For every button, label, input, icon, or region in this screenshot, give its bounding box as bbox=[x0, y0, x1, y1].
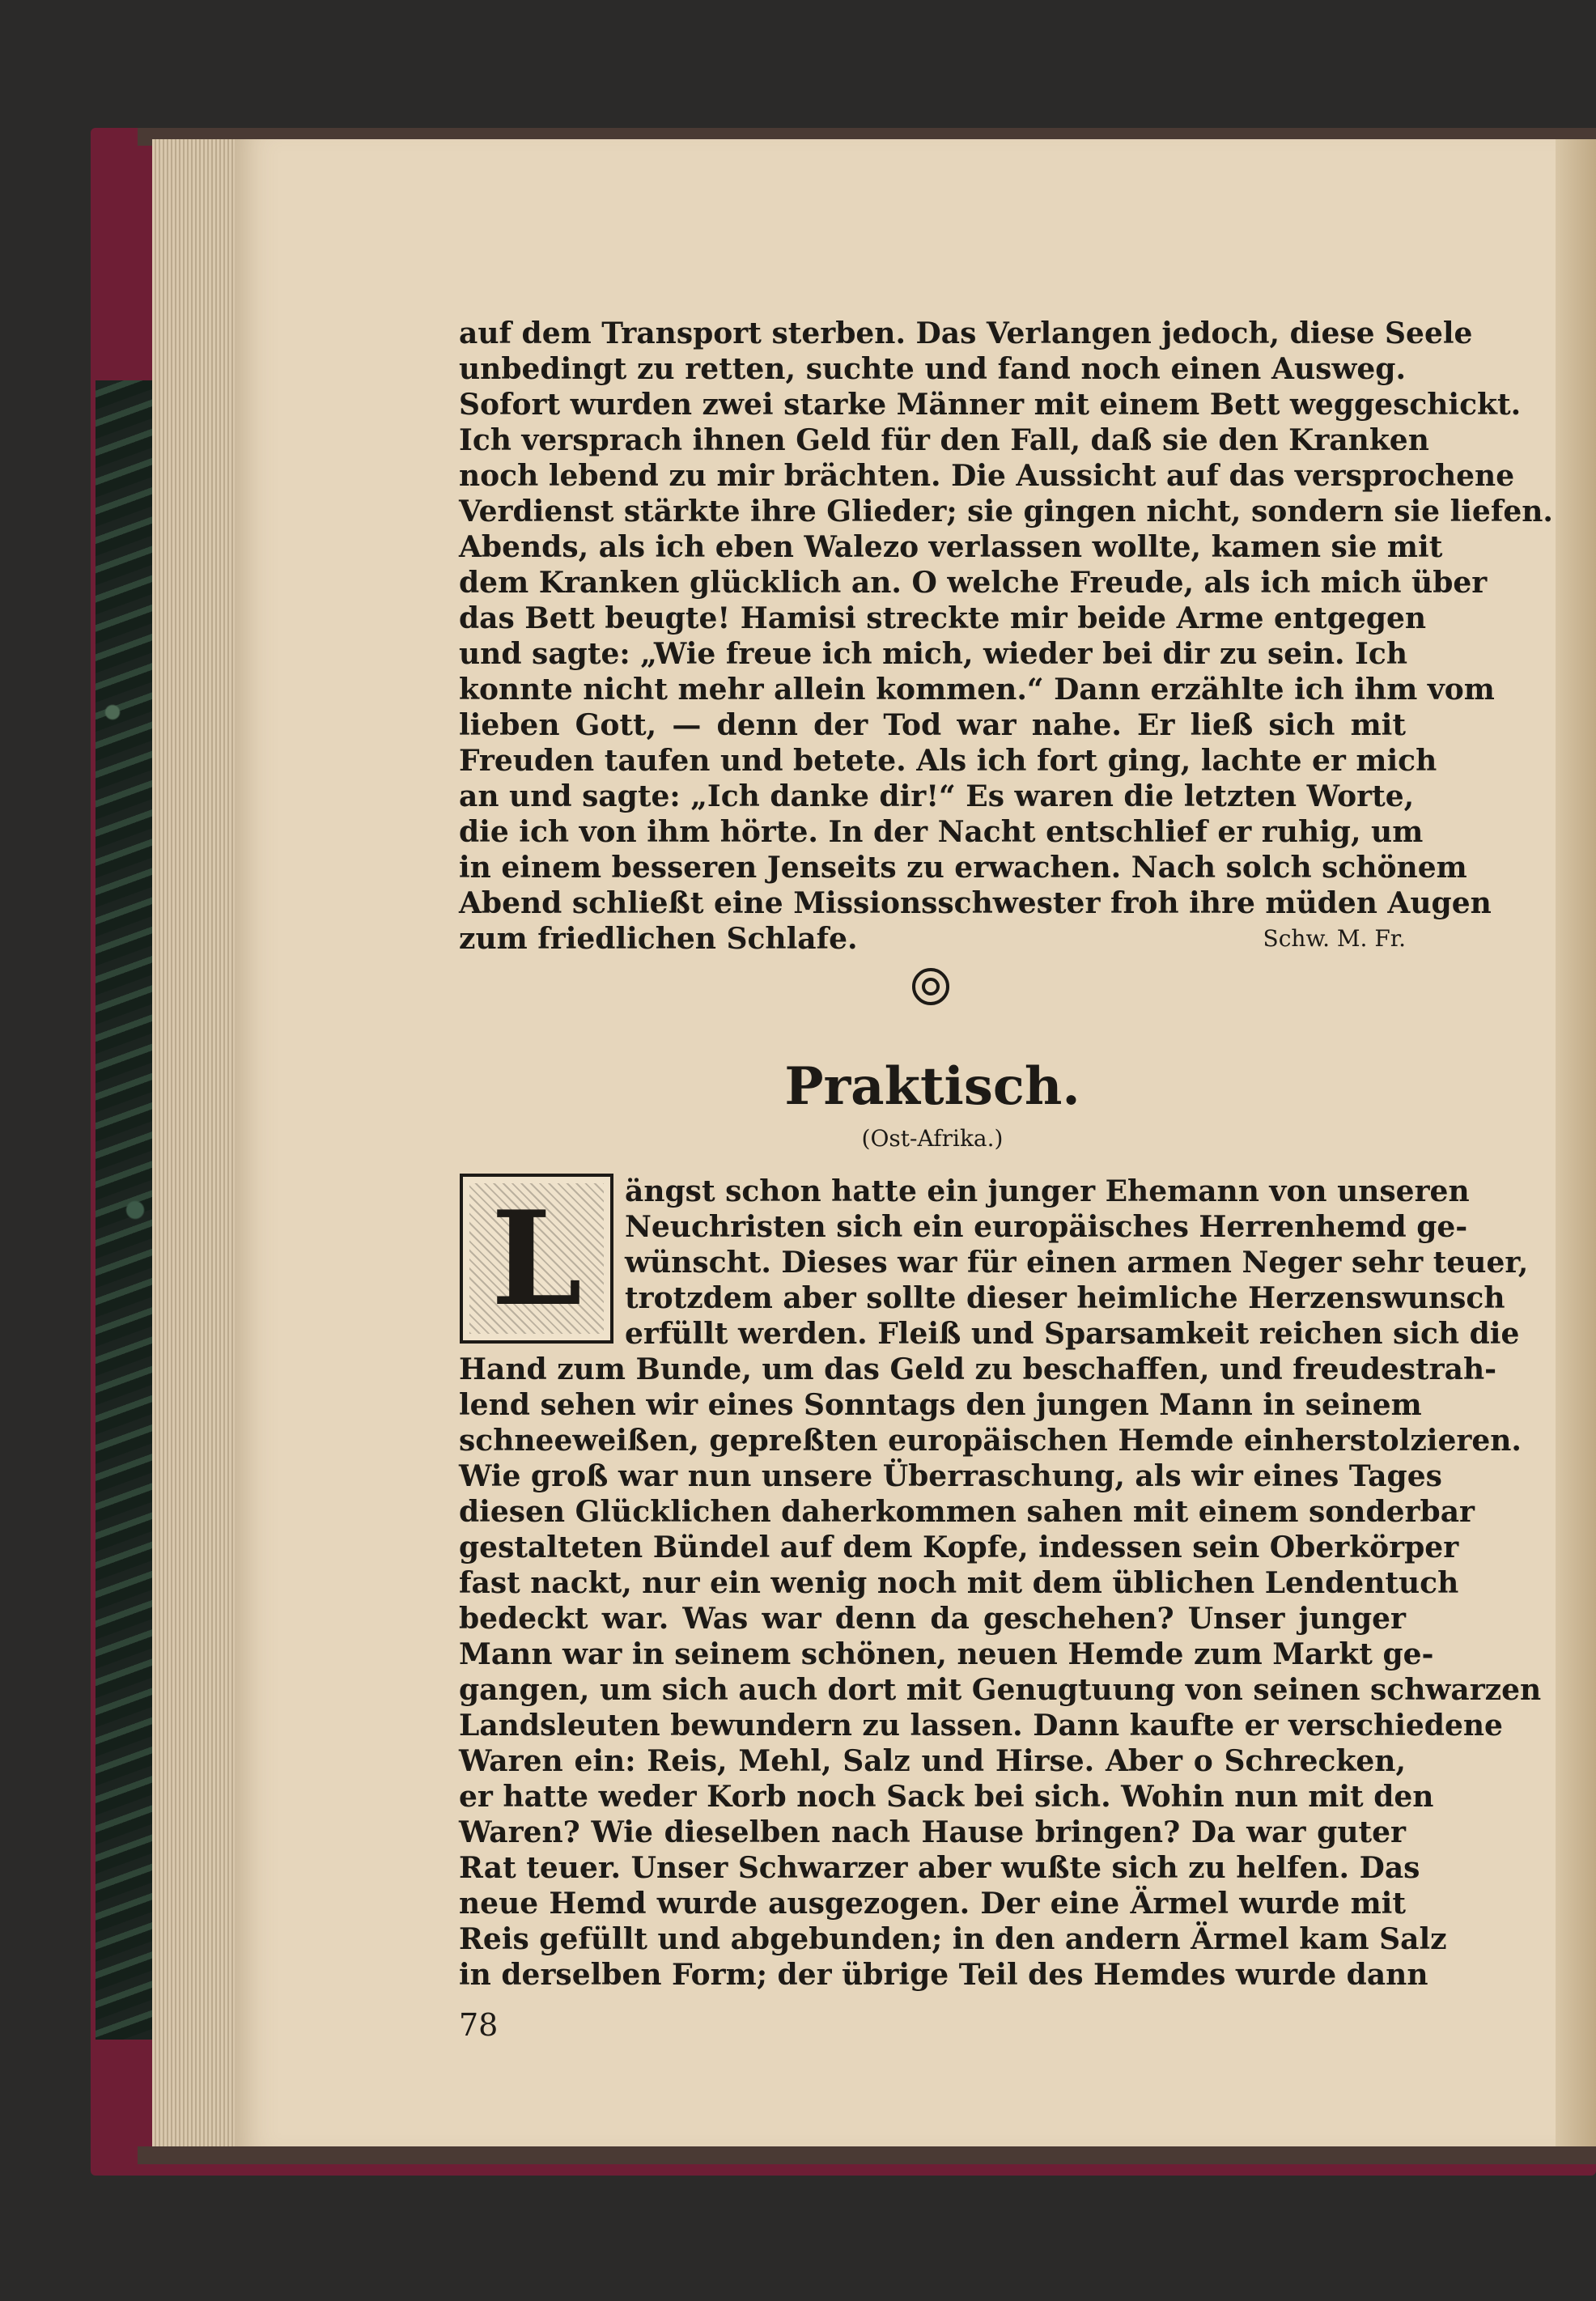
text-line: Neuchristen sich ein europäisches Herrenhemd ge- bbox=[625, 1210, 1468, 1244]
text-line: lend sehen wir eines Sonntags den jungen Mann in seinem bbox=[459, 1388, 1422, 1422]
ornament-icon bbox=[912, 968, 949, 1005]
text-line: die ich von ihm hörte. In der Nacht entschlief er ruhig, um bbox=[459, 815, 1424, 849]
text-line: unbedingt zu retten, suchte und fand noch einen Ausweg. bbox=[459, 352, 1406, 386]
text-line: Sofort wurden zwei starke Männer mit einem Bett weggeschickt. bbox=[459, 388, 1522, 422]
text-line: lieben Gott, — denn der Tod war nahe. Er ließ sich mit bbox=[459, 708, 1406, 742]
text-line: gestalteten Bündel auf dem Kopfe, indessen sein Oberkörper bbox=[459, 1530, 1459, 1564]
text-line: fast nackt, nur ein wenig noch mit dem üblichen Lendentuch bbox=[459, 1566, 1459, 1600]
text-line: Waren ein: Reis, Mehl, Salz und Hirse. Aber o Schrecken, bbox=[459, 1744, 1406, 1778]
text-line: das Bett beugte! Hamisi streckte mir beide Arme entgegen bbox=[459, 601, 1427, 635]
text-line: in einem besseren Jenseits zu erwachen. Nach solch schönem bbox=[459, 851, 1467, 885]
text-line: an und sagte: „Ich danke dir!“ Es waren die letzten Worte, bbox=[459, 779, 1415, 813]
text-line: zum friedlichen Schlafe. bbox=[459, 922, 858, 956]
paragraph-main bbox=[459, 1352, 1542, 1993]
paragraph-continued bbox=[459, 316, 1553, 957]
text-line: ängst schon hatte ein junger Ehemann von unseren bbox=[625, 1174, 1470, 1208]
text-line: Waren? Wie dieselben nach Hause bringen? Da war guter bbox=[459, 1815, 1406, 1849]
text-line: Ich versprach ihnen Geld für den Fall, daß sie den Kranken bbox=[459, 423, 1429, 457]
text-line: diesen Glücklichen daherkommen sahen mit einem sonderbar bbox=[459, 1495, 1475, 1529]
page-stack-edge bbox=[152, 139, 241, 2146]
text-line: bedeckt war. Was war denn da geschehen? Unser junger bbox=[459, 1602, 1406, 1636]
text-line: und sagte: „Wie freue ich mich, wieder bei dir zu sein. Ich bbox=[459, 637, 1407, 671]
text-line: Abend schließt eine Missionsschwester froh ihre müden Augen bbox=[459, 886, 1492, 920]
text-line: Reis gefüllt und abgebunden; in den andern Ärmel kam Salz bbox=[459, 1922, 1447, 1956]
text-line: Mann war in seinem schönen, neuen Hemde zum Markt ge- bbox=[459, 1637, 1434, 1671]
text-line: konnte nicht mehr allein kommen.“ Dann erzählte ich ihm vom bbox=[459, 673, 1495, 707]
page-number: 78 bbox=[459, 2007, 499, 2043]
marbled-board bbox=[96, 380, 152, 2040]
text-line: Landsleuten bewundern zu lassen. Dann kaufte er verschiedene bbox=[459, 1709, 1503, 1743]
text-line: auf dem Transport sterben. Das Verlangen jedoch, diese Seele bbox=[459, 316, 1473, 350]
text-line: neue Hemd wurde ausgezogen. Der eine Ärmel wurde mit bbox=[459, 1887, 1406, 1921]
text-line: Wie groß war nun unsere Überraschung, als wir eines Tages bbox=[459, 1459, 1442, 1493]
drop-cap-letter: L bbox=[490, 1182, 583, 1335]
text-line: Abends, als ich eben Walezo verlassen wollte, kamen sie mit bbox=[459, 530, 1443, 564]
text-line: schneeweißen, gepreßten europäischen Hemde einherstolzieren. bbox=[459, 1424, 1522, 1458]
text-line: Hand zum Bunde, um das Geld zu beschaffen, und freudestrah- bbox=[459, 1352, 1497, 1386]
text-line: Rat teuer. Unser Schwarzer aber wußte sich zu helfen. Das bbox=[459, 1851, 1420, 1885]
text-line: gangen, um sich auch dort mit Genugtuung von seinen schwarzen bbox=[459, 1673, 1542, 1707]
paragraph-indented bbox=[459, 1174, 1529, 1352]
text-line: trotzdem aber sollte dieser heimliche Herzenswunsch bbox=[625, 1281, 1505, 1315]
article-title: Praktisch. bbox=[784, 1056, 1080, 1117]
text-line: er hatte weder Korb noch Sack bei sich. Wohin nun mit den bbox=[459, 1780, 1434, 1814]
closing-line bbox=[459, 921, 1406, 957]
text-line: wünscht. Dieses war für einen armen Neger sehr teuer, bbox=[625, 1246, 1529, 1280]
signature: Schw. M. Fr. bbox=[1263, 925, 1406, 952]
text-line: noch lebend zu mir brächten. Die Aussicht auf das versprochene bbox=[459, 459, 1515, 493]
page-right-edge bbox=[1556, 139, 1596, 2146]
text-line: erfüllt werden. Fleiß und Sparsamkeit reichen sich die bbox=[625, 1317, 1520, 1351]
text-line: Freuden taufen und betete. Als ich fort ging, lachte er mich bbox=[459, 744, 1437, 778]
article-subtitle: (Ost-Afrika.) bbox=[861, 1125, 1004, 1152]
text-line: in derselben Form; der übrige Teil des Hemdes wurde dann bbox=[459, 1958, 1428, 1992]
text-line: Verdienst stärkte ihre Glieder; sie gingen nicht, sondern sie liefen. bbox=[459, 495, 1553, 529]
text-line: dem Kranken glücklich an. O welche Freude, als ich mich über bbox=[459, 566, 1488, 600]
book-spine-bottom bbox=[138, 2146, 1596, 2164]
